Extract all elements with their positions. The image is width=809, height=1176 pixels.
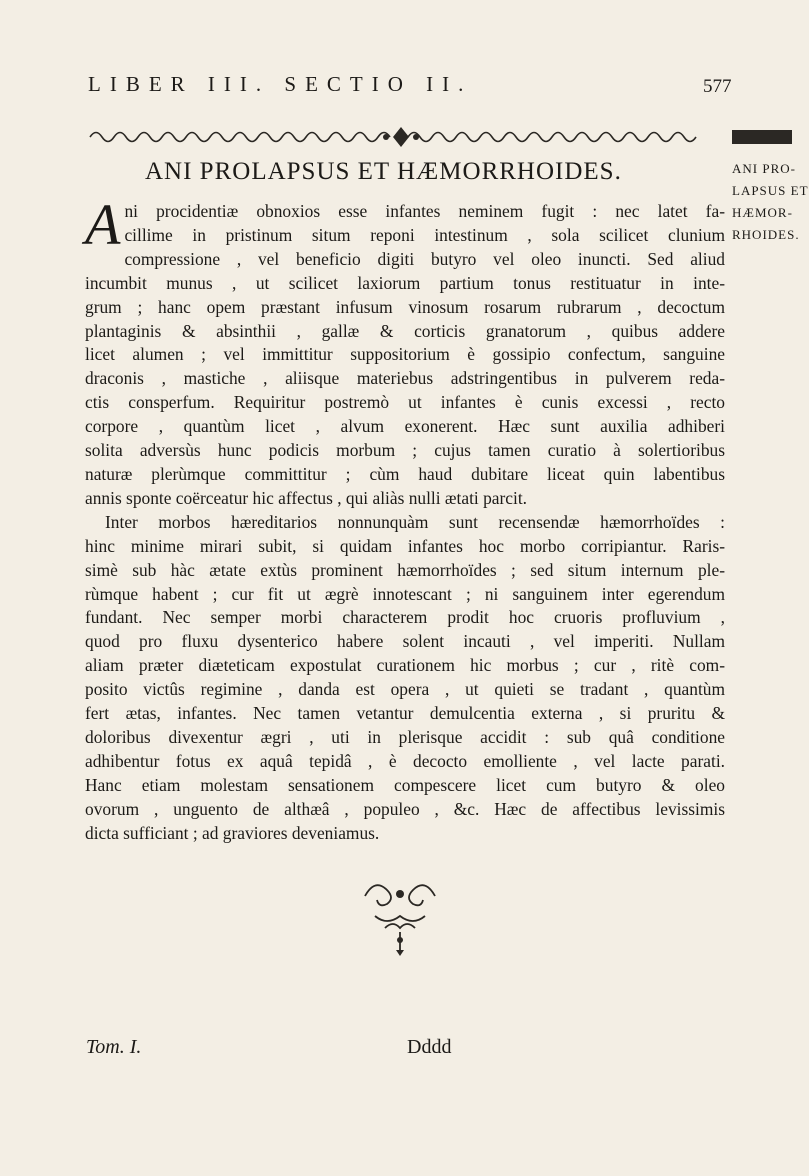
text-line: dicta sufficiant ; ad graviores deveniamus. bbox=[85, 822, 380, 843]
margin-note-line: ANI PRO- bbox=[732, 161, 796, 176]
tailpiece-ornament bbox=[355, 872, 445, 958]
text-line: adhibentur fotus ex aquâ tepidâ , è decocto emolliente , vel lacte parati. bbox=[85, 750, 725, 771]
text-line: aliam præter diæteticam expostulat curationem hic morbus ; cur , ritè com- bbox=[85, 655, 725, 676]
signature-mark: Dddd bbox=[407, 1036, 452, 1058]
running-head: LIBER III. SECTIO II. bbox=[88, 72, 473, 96]
text-line: fert ætas, infantes. Nec tamen vetantur demulcentia externa , si pruritu & bbox=[85, 703, 725, 724]
text-line: ni procidentiæ obnoxios esse infantes neminem fugit : nec latet fa- bbox=[124, 201, 725, 221]
volume-mark: Tom. I. bbox=[86, 1036, 142, 1058]
text-line: hinc minime mirari subit, si quidam infantes hoc morbo corripiantur. Raris- bbox=[85, 535, 725, 556]
ornament-band bbox=[86, 125, 716, 149]
body-text bbox=[85, 192, 725, 845]
text-line: simè sub hàc ætate extùs prominent hæmorrhoïdes ; sed situm internum ple- bbox=[85, 559, 725, 580]
text-line: compressione , vel beneficio digiti butyro vel oleo inuncti. Sed aliud bbox=[124, 248, 725, 269]
text-line: plantaginis & absinthii , gallæ & corticis granatorum , quibus addere bbox=[85, 320, 725, 341]
text-line: incumbit munus , ut scilicet laxiorum partium tonus restituatur in inte- bbox=[85, 272, 725, 293]
margin-note bbox=[732, 158, 809, 246]
drop-capital: A bbox=[85, 192, 121, 257]
text-line: Hanc etiam molestam sensationem compescere licet cum butyro & oleo bbox=[85, 774, 725, 795]
page-header bbox=[0, 62, 800, 102]
text-line: fundant. Nec semper morbi characterem prodit hoc cruoris profluvium , bbox=[85, 607, 725, 628]
margin-note-line: HÆMOR- bbox=[732, 205, 793, 220]
margin-note-line: LAPSUS ET bbox=[732, 183, 809, 198]
margin-note-line: RHOIDES. bbox=[732, 227, 800, 242]
decorative-rule bbox=[732, 130, 792, 144]
text-line: doloribus divexentur ægri , uti in plerisque accidit : sub quâ conditione bbox=[85, 726, 725, 747]
text-line: Inter morbos hæreditarios nonnunquàm sunt recensendæ hæmorrhoïdes : bbox=[105, 511, 725, 532]
text-line: grum ; hanc opem præstant infusum vinosum rosarum rubrarum , decoctum bbox=[85, 296, 725, 317]
text-line: cillime in pristinum situm reponi intestinum , sola scilicet clunium bbox=[124, 224, 725, 245]
text-line: quod pro fluxu dysenterico habere solent incauti , vel imperiti. Nullam bbox=[85, 631, 725, 652]
text-line: ctis consperfum. Requiritur postremò ut infantes è cunis excessi , recto bbox=[85, 392, 725, 413]
text-line: rùmque habent ; cur fit ut ægrè innotescant ; ni sanguinem inter egerendum bbox=[85, 583, 725, 604]
text-line: annis sponte coërceatur hic affectus , qui aliàs nulli ætati parcit. bbox=[85, 487, 528, 508]
text-line: ovorum , unguento de althæâ , populeo , &c. Hæc de affectibus levissimis bbox=[85, 798, 725, 819]
text-line: draconis , mastiche , aliisque materiebus adstringentibus in pulverem reda- bbox=[85, 368, 725, 389]
text-line: posito victûs regimine , danda est opera , ut quieti se tradant , quantùm bbox=[85, 679, 725, 700]
text-line: licet alumen ; vel immittitur suppositorium è gossipio confectum, sanguine bbox=[85, 344, 725, 365]
section-title: ANI PROLAPSUS ET HÆMORRHOIDES. bbox=[145, 158, 622, 185]
text-line: naturæ plerùmque committitur ; cùm haud dubitare liceat quin labentibus bbox=[85, 463, 725, 484]
text-line: corpore , quantùm licet , alvum exonerent. Hæc sunt auxilia adhiberi bbox=[85, 416, 725, 437]
text-line: solita adversùs hunc podicis morbum ; cujus tamen curatio à solertioribus bbox=[85, 440, 725, 461]
page-number: 577 bbox=[703, 76, 732, 97]
